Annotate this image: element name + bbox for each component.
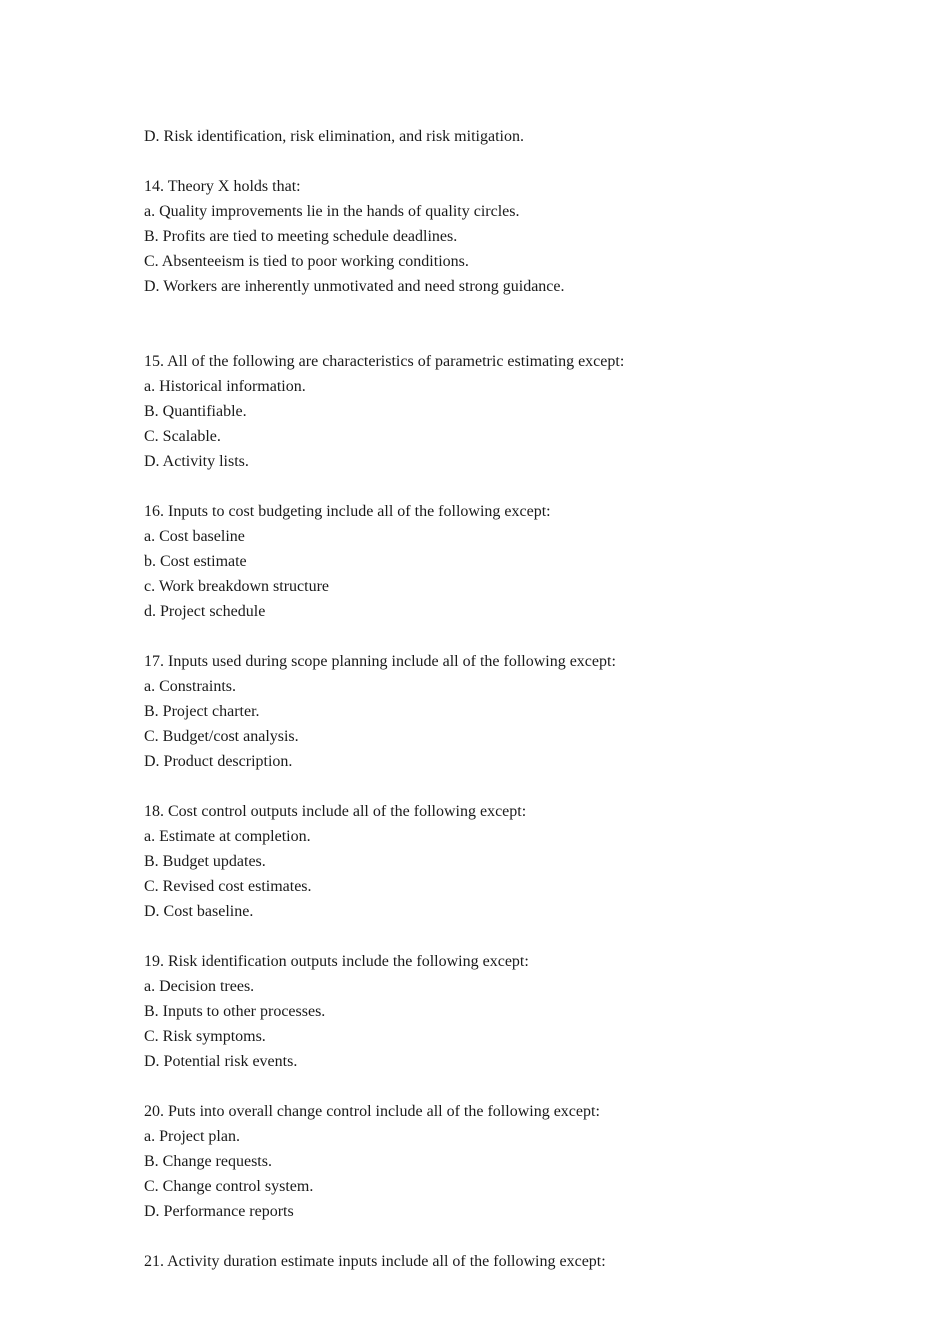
answer-option: a. Cost baseline [144, 528, 245, 545]
question-21 [144, 1249, 904, 1274]
answer-option: C. Scalable. [144, 428, 221, 445]
question-stem: 19. Risk identification outputs include the following except: [144, 953, 529, 970]
answer-option: D. Performance reports [144, 1203, 294, 1220]
answer-option: B. Quantifiable. [144, 403, 247, 420]
answer-option: a. Estimate at completion. [144, 828, 311, 845]
spacer [144, 149, 904, 174]
spacer [144, 299, 904, 349]
answer-option: b. Cost estimate [144, 553, 247, 570]
answer-option: C. Revised cost estimates. [144, 878, 312, 895]
answer-option: a. Decision trees. [144, 978, 255, 995]
question-stem: 15. All of the following are characteristics of parametric estimating except: [144, 353, 625, 370]
document-page [144, 124, 904, 1274]
question-20 [144, 1099, 904, 1224]
answer-option: a. Project plan. [144, 1128, 240, 1145]
answer-option: a. Historical information. [144, 378, 306, 395]
answer-option: a. Quality improvements lie in the hands of quality circles. [144, 203, 520, 220]
answer-option: B. Project charter. [144, 703, 260, 720]
question-stem: 14. Theory X holds that: [144, 178, 301, 195]
spacer [144, 1074, 904, 1099]
answer-option: C. Change control system. [144, 1178, 314, 1195]
question-14 [144, 174, 904, 299]
answer-option: c. Work breakdown structure [144, 578, 330, 595]
answer-option: d. Project schedule [144, 603, 266, 620]
answer-option: B. Inputs to other processes. [144, 1003, 326, 1020]
question-17 [144, 649, 904, 774]
question-18 [144, 799, 904, 924]
answer-option: C. Absenteeism is tied to poor working conditions. [144, 253, 469, 270]
question-19 [144, 949, 904, 1074]
question-stem: 16. Inputs to cost budgeting include all of the following except: [144, 503, 551, 520]
question-16 [144, 499, 904, 624]
answer-option: C. Budget/cost analysis. [144, 728, 299, 745]
spacer [144, 474, 904, 499]
question-stem: 17. Inputs used during scope planning include all of the following except: [144, 653, 616, 670]
question-15 [144, 349, 904, 474]
previous-question-tail: D. Risk identification, risk elimination, and risk mitigation. [144, 128, 524, 145]
answer-option: B. Change requests. [144, 1153, 272, 1170]
spacer [144, 774, 904, 799]
answer-option: D. Activity lists. [144, 453, 249, 470]
answer-option: B. Budget updates. [144, 853, 266, 870]
answer-option: C. Risk symptoms. [144, 1028, 266, 1045]
answer-option: D. Workers are inherently unmotivated and need strong guidance. [144, 278, 565, 295]
spacer [144, 924, 904, 949]
answer-option: a. Constraints. [144, 678, 236, 695]
spacer [144, 624, 904, 649]
spacer [144, 1224, 904, 1249]
answer-option: D. Cost baseline. [144, 903, 254, 920]
question-stem: 18. Cost control outputs include all of the following except: [144, 803, 527, 820]
question-stem: 21. Activity duration estimate inputs include all of the following except: [144, 1253, 606, 1270]
answer-option: D. Product description. [144, 753, 293, 770]
question-stem: 20. Puts into overall change control include all of the following except: [144, 1103, 600, 1120]
answer-option: B. Profits are tied to meeting schedule deadlines. [144, 228, 458, 245]
answer-option: D. Potential risk events. [144, 1053, 298, 1070]
